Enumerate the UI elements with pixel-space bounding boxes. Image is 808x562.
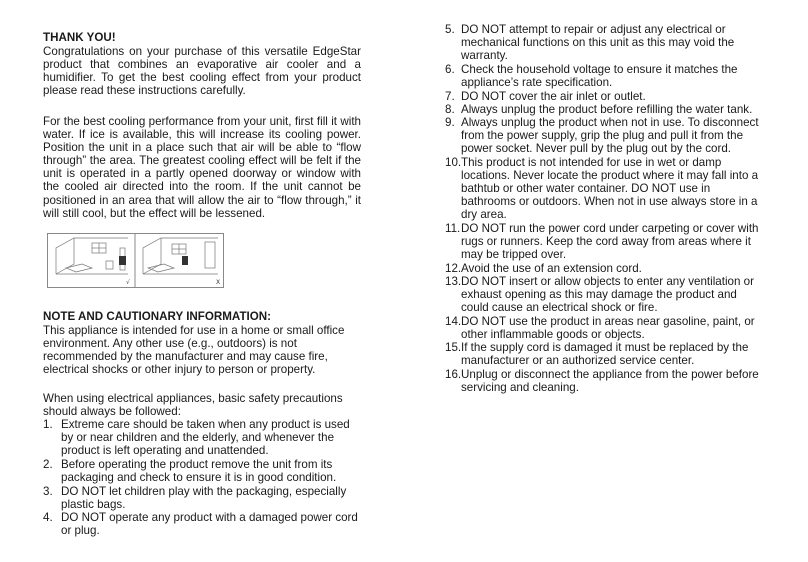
list-item: 15. If the supply cord is damaged it must be replaced by the manufacturer or an authorized service center. [445,341,749,368]
room-sketches [48,234,223,287]
list-item: 13. DO NOT insert or allow objects to enter any ventilation or exhaust opening as this may damage the product and could cause an electrical shock or fire. [445,275,754,315]
intro-paragraph: Congratulations on your purchase of this versatile EdgeStar product that combines an evaporative air cooler and a humidifier. To get the best cooling effect from your product please read these instructions carefully. [43,45,361,98]
list-item: 5. DO NOT attempt to repair or adjust any electrical or mechanical functions on this unit as this may void the warranty. [445,23,735,63]
list-item: 6. Check the household voltage to ensure it matches the appliance’s rate specification. [445,63,738,90]
list-item: 1. Extreme care should be taken when any product is used by or near children and the elderly, and whenever the product is left operating and unattended. [43,418,350,458]
list-item: 7. DO NOT cover the air inlet or outlet. [445,90,646,103]
list-item: 12. Avoid the use of an extension cord. [445,262,642,275]
list-item: 4. DO NOT operate any product with a damaged power cord or plug. [43,511,358,538]
list-item: 11. DO NOT run the power cord under carpeting or cover with rugs or runners. Keep the cord away from areas where it may be tripped over. [445,222,759,262]
performance-paragraph: For the best cooling performance from your unit, first fill it with water. If ice is available, this will increase its cooling power. Position the unit in a place such that air will be able to “flow through” the area. The greatest cooling effect will be felt if the unit is operated in a partly opened doorway or window with the cooled air directed into the room. If the unit cannot be positioned in an area that will allow the air to “flow through,” it will still cool, but the effect will be lessened. [43,115,361,220]
note-paragraph: This appliance is intended for use in a home or small office environment. Any other use (e.g., outdoors) is not recommended by the manufacturer and may cause fire, electrical shocks or other injury to person or property. [43,324,345,377]
list-item: 8. Always unplug the product before refilling the water tank. [445,103,753,116]
list-item: 2. Before operating the product remove the unit from its packaging and check to ensure it is in good condition. [43,458,337,485]
list-item: 10. This product is not intended for use in wet or damp locations. Never locate the product where it may fall into a bathtub or other water container. DO NOT use in bathrooms or outdoors. When not in use always store in a dry area. [445,156,759,222]
precautions-intro: When using electrical appliances, basic safety precautions should always be followed: [43,392,343,419]
list-item: 9. Always unplug the product when not in use. To disconnect from the power supply, grip the plug and pull it from the power socket. Never pull by the plug out by the cord. [445,116,759,156]
wrong-mark: X [216,279,221,286]
list-item: 3. DO NOT let children play with the packaging, especially plastic bags. [43,485,347,512]
correct-placement-sketch [56,238,128,274]
list-item: 14. DO NOT use the product in areas near gasoline, paint, or other inflammable goods or objects. [445,315,755,342]
list-item: 16. Unplug or disconnect the appliance from the power before servicing and cleaning. [445,368,759,395]
placement-figure [47,233,224,288]
correct-mark: √ [126,279,130,286]
thank-you-heading: THANK YOU! [43,31,116,44]
wrong-placement-sketch [143,238,218,274]
note-heading: NOTE AND CAUTIONARY INFORMATION: [43,310,271,323]
